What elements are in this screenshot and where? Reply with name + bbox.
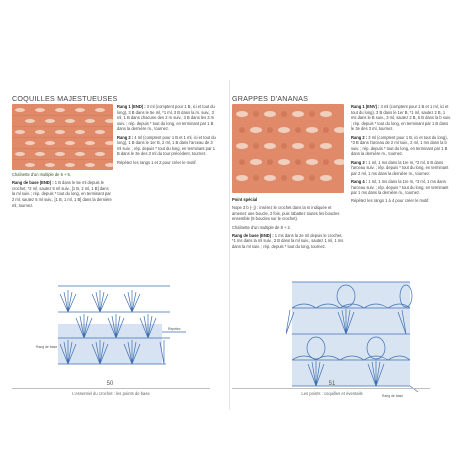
footer-rule: [232, 388, 430, 389]
running-head: Les points : coquilles et éventails: [301, 391, 363, 396]
instructions-column: [351, 104, 451, 206]
instruction-row: Rang 2 : 3 ml (comptent pour 1 B, ici et tout du long), *3 B dans l'arceau de 2 ml suiv., 2 ml, 1 ms dans la b suiv. ; rép. depuis * tout du long, en terminant par 1 B dans la dernière m., tournez.: [351, 134, 448, 157]
instructions-column: [117, 104, 217, 168]
base-row: Rang de base (END) : 1 B dans le 5e ml depuis le crochet, *2 ml, sautez 5 ml suiv., [1 B, 2 ml, 1 B] dans la ml suiv. ; rép. depuis * tout du long, en terminant par 2 ml, sautez 5 ml suiv., [1 B, 1 ml, 1 B] dans la dernière ml, tournez.: [12, 180, 112, 208]
stitch-photo-image: [232, 104, 344, 193]
diagram-base-label: Rang de base: [382, 394, 404, 398]
stitch-diagram: [36, 272, 196, 370]
instruction-row: Répétez les rangs 1 et 2 pour créer le motif.: [117, 159, 197, 165]
chain-note: Chaînette d'un multiple de 8 + 2.: [232, 224, 291, 230]
chain-note: Chaînette d'un multiple de 6 + 5.: [12, 172, 71, 177]
special-stitch-title: Point spécial: [232, 197, 258, 202]
instruction-row: Rang 4 : 1 ml, 1 ms dans la 1re m, *3 ml, 1 ms dans l'arceau suiv. ; rép. depuis * tout du long, en terminant par 1 ms dans la dernière m., tournez.: [351, 178, 449, 196]
stitch-diagram: [286, 272, 421, 400]
base-row: Rang de base (END) : 1 ms dans la 2e ml depuis le crochet, *1 ms dans la ml suiv., 3 B dans la ml suiv., sautez 1 ml, 1 ms dans la ml suiv. ; rép. depuis * tout du long, tournez.: [232, 232, 344, 249]
diagram-repeat-label: Répétez: [168, 327, 181, 331]
diagram-base-label: Rang de base: [36, 345, 58, 349]
special-stitch-text: Nope 3 b (- j) : insérez le crochet dans la m indiquée et amenez une boucle, 2 fois, puis rabattez toutes les boucles ensemble (5 boucles sur le crochet).: [232, 205, 340, 222]
instruction-row: Rang 2 : 4 ml (comptent pour 1 B et 1 ml, ici et tout du long), 1 B dans le 1er B, 2 ml, 1 B dans l'arceau de 3 ml suiv. ; rép. depuis * tout du long, en terminant par 1 B dans le 3e des 3 ml du tour précédent, tournez.: [117, 134, 216, 157]
right-page: [230, 0, 460, 460]
stitch-photo-image: [12, 104, 113, 170]
special-stitch-section: [232, 197, 344, 252]
page-title: COQUILLES MAJESTUEUSES: [12, 94, 118, 103]
instruction-row: Répétez les rangs 1 à 4 pour créer le motif.: [351, 198, 430, 204]
stitch-photo: [12, 104, 113, 170]
instruction-row: Rang 3 : 1 ml, 1 ms dans la 1re m, *2 ml, 5 B dans l'arceau suiv. ; rép. depuis * tout du long, en terminant par 2 ml, 1 ms dans la dernière m., tournez.: [351, 159, 449, 176]
stitch-photo: [232, 104, 344, 193]
base-instructions: [12, 172, 112, 211]
running-head: L'essentiel du crochet : les points de base: [72, 391, 150, 396]
instruction-row: Rang 1 (ENV) : 4 ml (comptent pour 1 B et 1 ml, ici et tout du long), 3 B dans le 1er B, *1 ml, sautez 2 B, 1 ms dans le B suiv., 3 ml, sautez 2 B, 5 B dans la b suiv. ; rép. depuis * tout du long, en terminant par 1 B dans le 3e des 3 ml, tournez.: [351, 104, 451, 132]
footer-rule: [12, 388, 210, 389]
page-number: 50: [106, 381, 114, 387]
page-title: GRAPPES D'ANANAS: [232, 94, 309, 103]
page-number: 51: [328, 381, 336, 387]
instruction-row: Rang 1 (END) : 3 ml (comptent pour 1 B, ici et tout du long), 3 B dans le 5e ml, *1 ml, 3 B dans la m. suiv., 3 ml, 1 B dans chacune des 2 m suiv., 3 B dans les 3 m suiv. ; rép. depuis * tout du long, en terminant par 1 B dans la dernière m., tournez.: [117, 104, 215, 132]
